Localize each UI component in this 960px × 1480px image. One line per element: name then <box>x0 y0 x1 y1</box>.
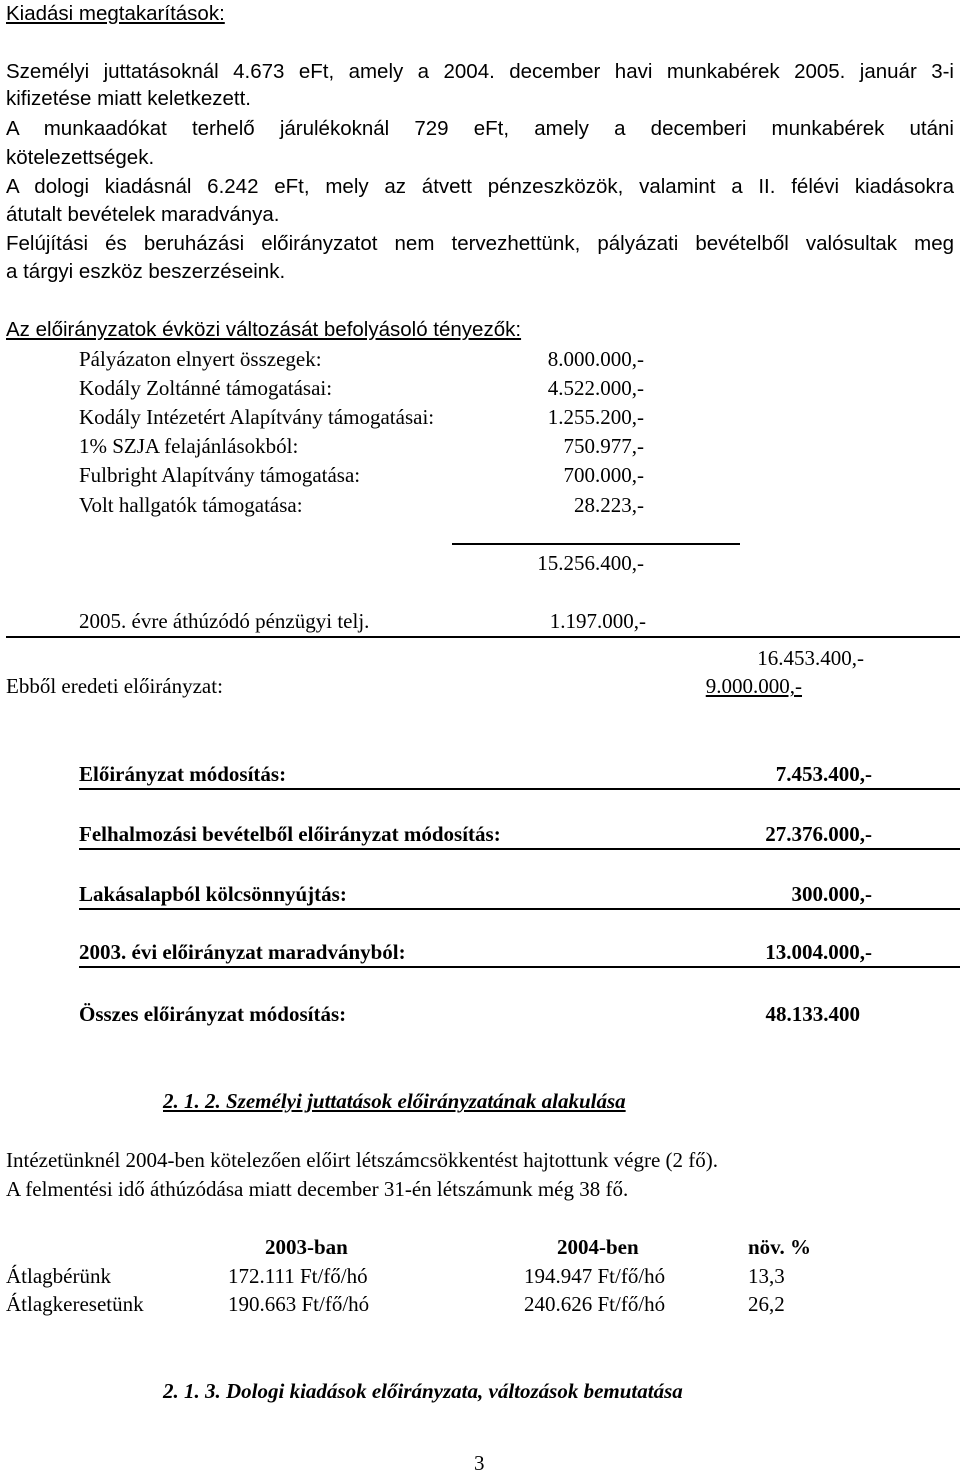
section-213-title: 2. 1. 3. Dologi kiadások előirányzata, változások bemutatása <box>163 1379 683 1403</box>
factor-label: Pályázaton elnyert összegek: <box>79 347 322 371</box>
factor-value: 700.000,- <box>563 463 644 487</box>
modification-value: 7.453.400,- <box>775 762 872 786</box>
table-row-label: Átlagbérünk <box>6 1264 111 1288</box>
factor-value: 28.223,- <box>574 493 644 517</box>
modification-rule <box>79 966 960 968</box>
table-header-2003: 2003-ban <box>265 1235 348 1259</box>
modification-total-label: Összes előirányzat módosítás: <box>79 1002 347 1026</box>
subtotal-rule <box>452 543 740 545</box>
subtotal-value: 15.256.400,- <box>537 551 644 575</box>
original-value: 9.000.000,- <box>705 674 802 698</box>
carryover-value: 1.197.000,- <box>549 609 646 633</box>
modification-label: Lakásalapból kölcsönnyújtás: <box>79 882 347 906</box>
factor-label: Volt hallgatók támogatása: <box>79 493 303 517</box>
factor-value: 4.522.000,- <box>547 376 644 400</box>
modification-label: Előirányzat módosítás: <box>79 762 287 786</box>
factor-label: Kodály Intézetért Alapítvány támogatásai: <box>79 405 435 429</box>
savings-line-4: kötelezettségek. <box>6 146 155 169</box>
savings-line-2: kifizetése miatt keletkezett. <box>6 87 251 110</box>
section-212-line-1: Intézetünknél 2004-ben kötelezően előirt létszámcsökkentést hajtottunk végre (2 fő). <box>6 1148 719 1172</box>
table-cell-2004: 194.947 Ft/fő/hó <box>524 1264 666 1288</box>
savings-line-6: átutalt bevételek maradványa. <box>6 203 280 226</box>
table-cell-2004: 240.626 Ft/fő/hó <box>524 1292 666 1316</box>
savings-line-3: A munkaadókat terhelő járulékoknál 729 eFt, amely a decemberi munkabérek utáni <box>6 117 954 140</box>
modification-label: 2003. évi előirányzat maradványból: <box>79 940 406 964</box>
modification-rule <box>79 908 960 910</box>
modification-value: 13.004.000,- <box>765 940 872 964</box>
modification-rule <box>79 788 960 790</box>
savings-heading: Kiadási megtakarítások: <box>6 2 225 25</box>
savings-line-7: Felújítási és beruházási előirányzatot nem tervezhettünk, pályázati bevételből valósultak meg <box>6 232 954 255</box>
total-value: 16.453.400,- <box>757 646 864 670</box>
carryover-label: 2005. évre áthúzódó pénzügyi telj. <box>79 609 370 633</box>
factors-heading: Az előirányzatok évközi változását befolyásoló tényezők: <box>6 318 522 341</box>
modification-label: Felhalmozási bevételből előirányzat módosítás: <box>79 822 501 846</box>
factor-value: 8.000.000,- <box>547 347 644 371</box>
modification-value: 27.376.000,- <box>765 822 872 846</box>
savings-line-1: Személyi juttatásoknál 4.673 eFt, amely a 2004. december havi munkabérek 2005. január 3-i <box>6 60 954 83</box>
table-header-2004: 2004-ben <box>557 1235 639 1259</box>
modification-rule <box>79 848 960 850</box>
section-212-line-2: A felmentési idő áthúzódása miatt december 31-én létszámunk még 38 fő. <box>6 1177 629 1201</box>
factor-label: Fulbright Alapítvány támogatása: <box>79 463 361 487</box>
modification-total-value: 48.133.400 <box>765 1002 860 1026</box>
savings-line-8: a tárgyi eszköz beszerzéseink. <box>6 260 286 283</box>
table-row-label: Átlagkeresetünk <box>6 1292 144 1316</box>
table-cell-growth: 26,2 <box>748 1292 785 1316</box>
table-cell-2003: 190.663 Ft/fő/hó <box>228 1292 370 1316</box>
factor-value: 1.255.200,- <box>547 405 644 429</box>
factor-label: Kodály Zoltánné támogatásai: <box>79 376 333 400</box>
factor-value: 750.977,- <box>563 434 644 458</box>
table-cell-2003: 172.111 Ft/fő/hó <box>228 1264 368 1288</box>
savings-line-5: A dologi kiadásnál 6.242 eFt, mely az átvett pénzeszközök, valamint a II. félévi kiadásokra <box>6 175 954 198</box>
modification-value: 300.000,- <box>791 882 872 906</box>
table-cell-growth: 13,3 <box>748 1264 785 1288</box>
page-number: 3 <box>474 1451 485 1475</box>
factor-label: 1% SZJA felajánlásokból: <box>79 434 299 458</box>
total-rule <box>6 636 960 638</box>
original-label: Ebből eredeti előirányzat: <box>6 674 223 698</box>
section-212-title: 2. 1. 2. Személyi juttatások előirányzatának alakulása <box>163 1089 626 1113</box>
table-header-growth: növ. % <box>748 1235 812 1259</box>
